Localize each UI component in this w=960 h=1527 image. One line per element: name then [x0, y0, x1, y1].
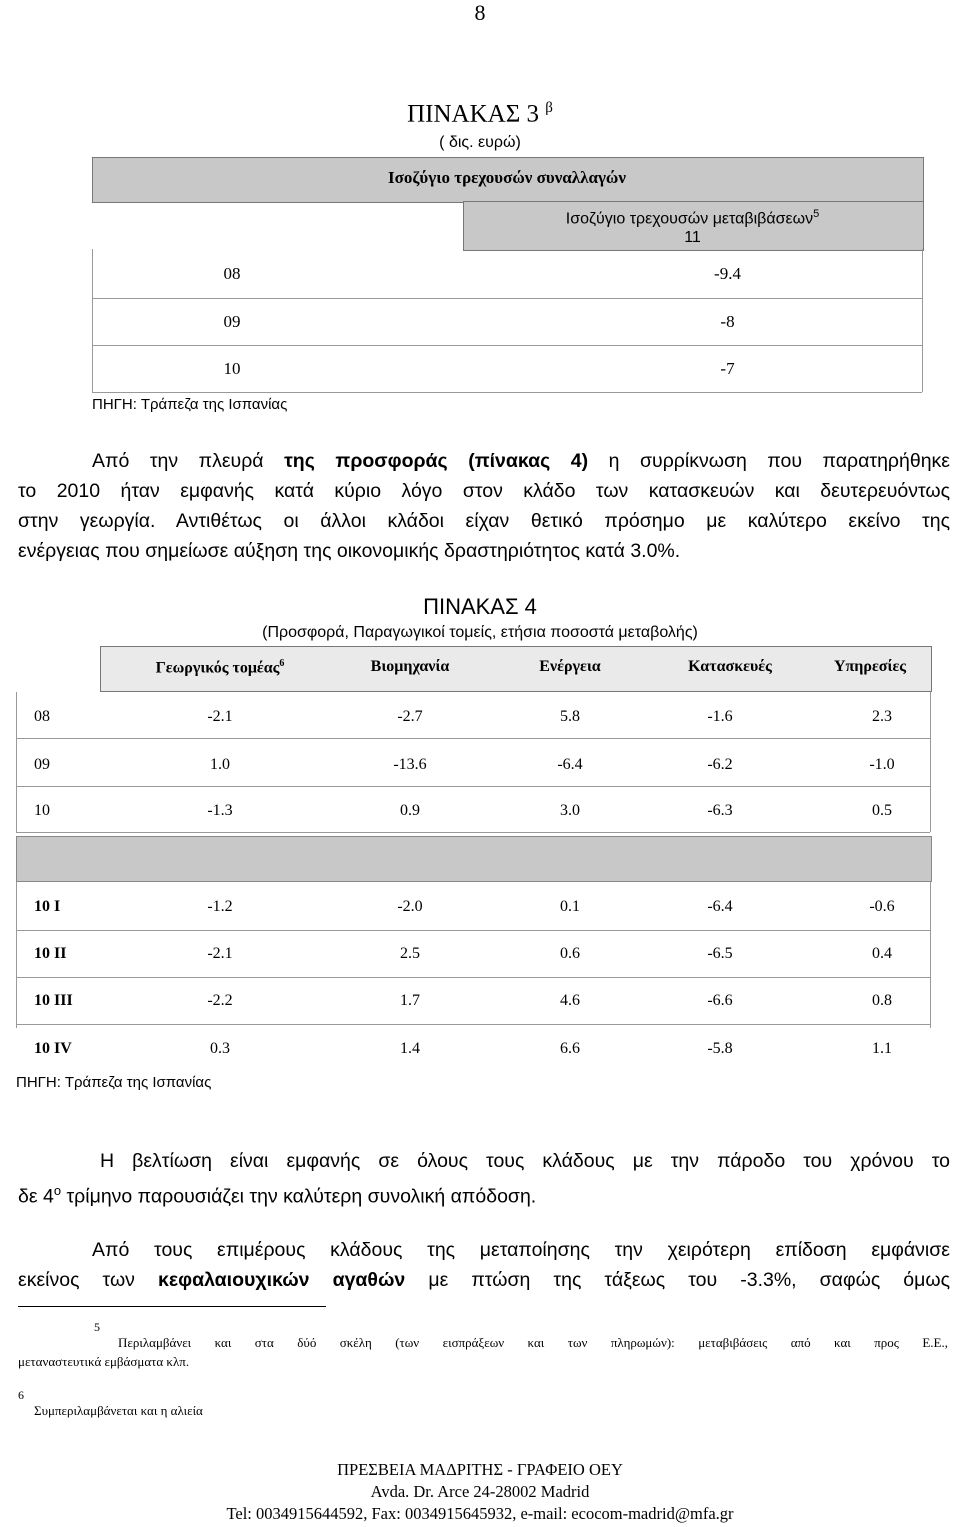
table4-row-divider — [16, 977, 930, 978]
table3b-source: ΠΗΓΗ: Τράπεζα της Ισπανίας — [92, 396, 288, 413]
table3b-year: 10 — [223, 359, 241, 378]
table4-header-text: Γεωργικός τομέας — [155, 659, 280, 677]
paragraph1-line3: στην γεωργία. Αντιθέτως οι άλλοι κλάδοι είχαν θετικό πρόσημο με καλύτερο εκείνο της — [18, 510, 950, 532]
table4-cell: -0.6 — [869, 898, 895, 915]
table4-cell: 1.0 — [210, 756, 230, 773]
table4-cell: 4.6 — [560, 992, 580, 1009]
table4-cell: 1.4 — [400, 1040, 420, 1057]
paragraph2-line1 — [18, 1146, 950, 1176]
p2-sup: ο — [53, 1183, 62, 1198]
paragraph1-line4: ενέργειας που σημείωσε αύξηση της οικονομικής δραστηριότητος κατά 3.0%. — [18, 540, 681, 562]
table4-cell: -2.1 — [207, 708, 233, 725]
paragraph1-line2: το 2010 ήταν εμφανής κατά κύριο λόγο στον κλάδο των κατασκευών και δευτερευόντως — [18, 480, 950, 502]
table4-subtitle: (Προσφορά, Παραγωγικοί τομείς, ετήσια ποσοστά μεταβολής) — [262, 624, 698, 641]
table4-row-divider — [16, 738, 930, 739]
table3b-column-number: 11 — [684, 229, 701, 247]
footer-line2: Avda. Dr. Arce 24-28002 Madrid — [370, 1482, 590, 1501]
table4-cell: 1.7 — [400, 992, 420, 1009]
table4-cell: -5.8 — [707, 1040, 733, 1057]
table3b-year: 09 — [223, 312, 241, 331]
table3b-row-divider — [92, 345, 922, 346]
table3b-subtitle: ( δις. ευρώ) — [439, 134, 521, 151]
p3-text: Από τους επιμέρους κλάδους της μεταποίησης την χειρότερη επίδοση εμφάνισε — [92, 1239, 950, 1261]
table4-header-services: Υπηρεσίες — [833, 658, 907, 675]
paragraph3-line2 — [18, 1265, 950, 1295]
p1-text: Από την πλευρά — [92, 450, 285, 472]
table4-row-divider — [16, 832, 930, 833]
p2-text: Η βελτίωση είναι εμφανής σε όλους τους κλάδους με την πάροδο του χρόνου το — [100, 1150, 950, 1172]
table4-cell: -2.7 — [397, 708, 423, 725]
footnote-text: μεταναστευτικά εμβάσματα κλπ. — [18, 1354, 190, 1369]
p1-bold: (πίνακας 4) — [468, 450, 589, 472]
table4-cell: -2.2 — [207, 992, 233, 1009]
p1-text — [448, 450, 469, 472]
table4-row-divider — [16, 786, 930, 787]
table4-row-divider — [16, 930, 930, 931]
table4-header-agriculture — [130, 658, 310, 677]
p3-text: με πτώση της τάξεως του -3.3%, σαφώς όμως — [405, 1269, 950, 1291]
table4-title: ΠΙΝΑΚΑΣ 4 — [423, 594, 537, 619]
table4-row-label: 10 II — [34, 945, 67, 962]
table4-cell: -1.3 — [207, 802, 233, 819]
table4-cell: 1.1 — [872, 1040, 892, 1057]
table4-header-footnote: 6 — [279, 658, 285, 669]
table3b-title-sup: β — [545, 100, 553, 116]
table4-header-industry: Βιομηχανία — [370, 658, 450, 675]
footnote-number: 5 — [94, 1320, 100, 1334]
table4-cell: -6.3 — [707, 802, 733, 819]
table4-cell: 6.6 — [560, 1040, 580, 1057]
table4-cell: 5.8 — [560, 708, 580, 725]
table4-col-divider — [16, 692, 17, 832]
table3b-row-divider — [92, 392, 922, 393]
table4-cell: 0.8 — [872, 992, 892, 1009]
table4-cell: -1.0 — [869, 756, 895, 773]
table4-cell: 0.9 — [400, 802, 420, 819]
table3b-col-divider — [922, 249, 923, 392]
page-number: 8 — [474, 0, 486, 25]
footer-line3: Tel: 0034915644592, Fax: 0034915645932, e-mail: ecocom-madrid@mfa.gr — [226, 1504, 734, 1523]
table4-row-label: 10 III — [34, 992, 73, 1009]
table4-cell: -1.6 — [707, 708, 733, 725]
table4-separator-band — [16, 836, 932, 882]
table3b-title — [330, 100, 630, 128]
footnote-text: Περιλαμβάνει και στα δύό σκέλη (των εισπράξεων και των πληρωμών): μεταβιβάσεις από και προς Ε.Ε., — [118, 1335, 948, 1350]
table4-cell: 2.3 — [872, 708, 892, 725]
table3b-value: -7 — [720, 359, 735, 378]
table4-row-label: 10 — [34, 802, 50, 819]
table4-cell: 0.5 — [872, 802, 892, 819]
table4-col-divider — [16, 880, 17, 1028]
table3b-column-footnote: 5 — [813, 208, 820, 220]
table3b-title-text: ΠΙΝΑΚΑΣ 3 — [407, 100, 539, 128]
table4-row-label: 10 I — [34, 898, 61, 915]
p2-text: δε 4 — [18, 1185, 54, 1208]
table4-cell: 0.4 — [872, 945, 892, 962]
table4-source: ΠΗΓΗ: Τράπεζα της Ισπανίας — [16, 1074, 212, 1091]
footer-line1: ΠΡΕΣΒΕΙΑ ΜΑΔΡΙΤΗΣ - ΓΡΑΦΕΙΟ ΟΕΥ — [337, 1460, 623, 1479]
footnote-rule — [18, 1306, 326, 1307]
table3b-row-divider — [92, 298, 922, 299]
table4-cell: -6.5 — [707, 945, 733, 962]
table4-cell: -6.2 — [707, 756, 733, 773]
table4-row-label: 10 IV — [34, 1040, 72, 1057]
footnote-number: 6 — [18, 1388, 24, 1402]
p1-text: η συρρίκνωση που παρατηρήθηκε — [588, 450, 950, 472]
table3b-value: -8 — [720, 312, 735, 331]
table4-cell: -1.2 — [207, 898, 233, 915]
table3b-column-label: Ισοζύγιο τρεχουσών μεταβιβάσεων — [565, 210, 814, 228]
table4-cell: 2.5 — [400, 945, 420, 962]
table4-row-label: 09 — [34, 756, 50, 773]
table4-cell: -2.1 — [207, 945, 233, 962]
paragraph2-line2 — [18, 1176, 950, 1212]
table3b-header: Ισοζύγιο τρεχουσών συναλλαγών — [388, 168, 626, 187]
table3b-column-header — [463, 205, 922, 247]
p2-text: τρίμηνο παρουσιάζει την καλύτερη συνολική απόδοση. — [61, 1185, 537, 1208]
table4-row-label: 08 — [34, 708, 50, 725]
table4-row-divider — [16, 1024, 930, 1025]
table3b-value: -9.4 — [714, 264, 741, 283]
p1-bold: της προσφοράς — [284, 450, 448, 472]
paragraph3-line1 — [18, 1235, 950, 1265]
table4-header-construction: Κατασκευές — [688, 658, 772, 675]
table4-cell: -6.4 — [557, 756, 583, 773]
table4-cell: 0.6 — [560, 945, 580, 962]
table3b-year: 08 — [223, 264, 241, 283]
paragraph1-line1 — [18, 446, 950, 476]
table4-cell: 3.0 — [560, 802, 580, 819]
table4-cell: -6.4 — [707, 898, 733, 915]
footnote-text: Συμπεριλαμβάνεται και η αλιεία — [34, 1403, 203, 1418]
table4-cell: 0.3 — [210, 1040, 230, 1057]
p3-text: εκείνος των — [18, 1269, 158, 1291]
table4-cell: 0.1 — [560, 898, 580, 915]
table4-header-energy: Ενέργεια — [539, 658, 601, 675]
table4-cell: -13.6 — [393, 756, 427, 773]
p3-bold: κεφαλαιουχικών αγαθών — [158, 1269, 406, 1291]
table4-cell: -6.6 — [707, 992, 733, 1009]
table4-cell: -2.0 — [397, 898, 423, 915]
